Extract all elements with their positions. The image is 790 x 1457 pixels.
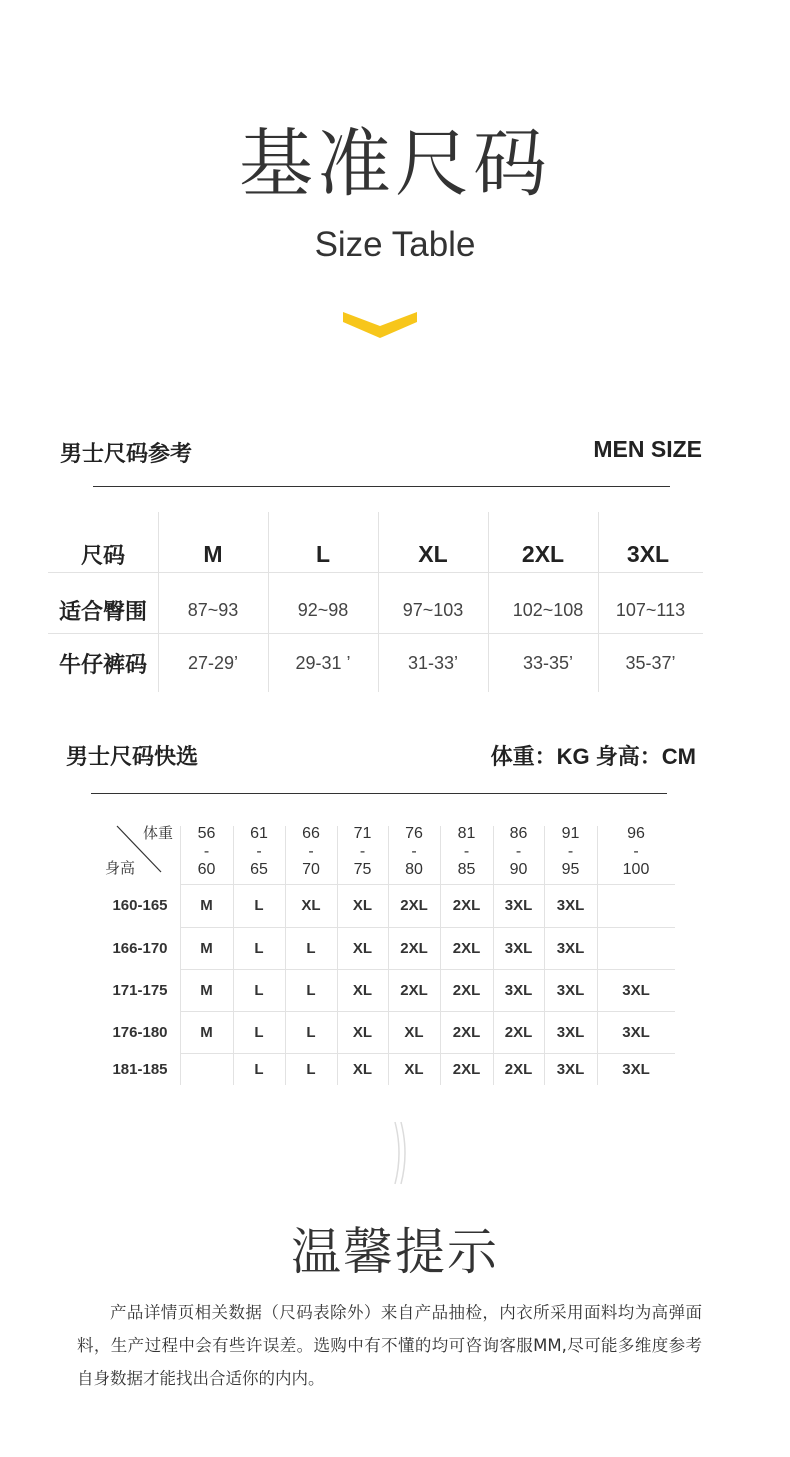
size-cell: 3XL bbox=[622, 1023, 650, 1041]
size-cell: 3XL bbox=[504, 981, 533, 999]
size-cell: 2XL bbox=[452, 897, 481, 914]
size-cell: 2XL bbox=[452, 981, 481, 999]
weight-header-bottom: 85 bbox=[457, 861, 476, 878]
men-size-title: 男士尺码参考 bbox=[60, 442, 193, 467]
table-cell: 29-31 ’ bbox=[295, 652, 351, 673]
weight-header-sep: - bbox=[463, 843, 470, 860]
size-cell: 3XL bbox=[622, 1060, 650, 1078]
size-cell: L bbox=[306, 1023, 316, 1041]
weight-header bbox=[388, 820, 440, 884]
size-cell bbox=[597, 884, 675, 927]
weight-header bbox=[337, 820, 388, 884]
weight-header-top: 81 bbox=[457, 825, 476, 842]
size-cell: 2XL bbox=[452, 1060, 481, 1078]
size-cell: 3XL bbox=[504, 897, 533, 914]
tips-title: 温馨提示 bbox=[291, 1223, 499, 1281]
size-cell bbox=[180, 1053, 233, 1085]
weight-header-bottom: 95 bbox=[561, 861, 580, 878]
weight-header-bottom: 80 bbox=[405, 861, 423, 878]
size-cell: 2XL bbox=[400, 897, 428, 914]
size-cell: XL bbox=[352, 981, 373, 999]
size-header: 3XL bbox=[626, 540, 670, 567]
size-cell: L bbox=[254, 981, 264, 999]
row-label-jeans: 牛仔裤码 bbox=[58, 652, 147, 678]
weight-header-bottom: 90 bbox=[509, 861, 528, 878]
weight-header-sep: - bbox=[567, 843, 574, 860]
table-cell: 87~93 bbox=[187, 599, 239, 620]
size-header: XL bbox=[418, 540, 448, 567]
quote-mark-icon bbox=[393, 1120, 413, 1186]
weight-header-bottom: 60 bbox=[197, 861, 216, 878]
size-cell: M bbox=[200, 981, 213, 999]
weight-header bbox=[440, 820, 493, 884]
size-cell: 2XL bbox=[504, 1023, 533, 1041]
size-cell: XL bbox=[301, 897, 321, 914]
size-cell: L bbox=[306, 981, 316, 999]
weight-header-top: 76 bbox=[405, 825, 423, 842]
weight-header-top: 56 bbox=[197, 825, 216, 842]
table-cell: 27-29’ bbox=[187, 652, 239, 673]
weight-header-top: 66 bbox=[302, 825, 320, 842]
size-header: 2XL bbox=[521, 540, 565, 567]
weight-header-sep: - bbox=[256, 843, 262, 860]
height-label: 176-180 bbox=[112, 1023, 168, 1041]
quick-title: 男士尺码快选 bbox=[66, 745, 199, 770]
size-cell: L bbox=[254, 1023, 264, 1041]
size-cell: XL bbox=[352, 1023, 373, 1041]
size-cell: M bbox=[200, 897, 213, 914]
size-cell: 3XL bbox=[504, 939, 533, 957]
weight-header bbox=[493, 820, 544, 884]
height-label: 181-185 bbox=[112, 1060, 168, 1078]
weight-header-top: 91 bbox=[561, 825, 580, 842]
weight-header bbox=[597, 820, 675, 884]
size-cell: 2XL bbox=[452, 939, 481, 957]
size-cell: L bbox=[254, 1060, 264, 1078]
weight-header-top: 61 bbox=[250, 825, 268, 842]
weight-header-sep: - bbox=[203, 843, 210, 860]
table-cell: 107~113 bbox=[615, 599, 686, 620]
men-size-title-en: MEN SIZE bbox=[593, 436, 702, 462]
corner-height-label: 身高 bbox=[105, 859, 136, 877]
weight-header-top: 71 bbox=[353, 825, 372, 842]
height-label: 160-165 bbox=[112, 897, 168, 914]
table-cell: 33-35’ bbox=[522, 652, 574, 673]
size-header: M bbox=[203, 540, 223, 567]
page-title: 基准尺码 bbox=[239, 121, 551, 207]
size-cell: L bbox=[306, 939, 316, 957]
size-cell: M bbox=[200, 1023, 213, 1041]
size-cell: XL bbox=[404, 1060, 424, 1078]
page-subtitle: Size Table bbox=[314, 225, 476, 264]
size-cell: 2XL bbox=[400, 939, 428, 957]
size-cell: L bbox=[306, 1060, 316, 1078]
table-cell: 97~103 bbox=[402, 599, 464, 620]
weight-header-sep: - bbox=[308, 843, 314, 860]
size-cell: XL bbox=[404, 1023, 424, 1041]
size-cell: 3XL bbox=[556, 897, 585, 914]
table-cell: 92~98 bbox=[297, 599, 349, 620]
weight-header bbox=[180, 820, 233, 884]
row-label-hip: 适合臀围 bbox=[58, 599, 147, 625]
size-cell: 2XL bbox=[400, 981, 428, 999]
table-cell: 31-33’ bbox=[407, 652, 459, 673]
size-cell: 3XL bbox=[556, 939, 585, 957]
weight-header bbox=[544, 820, 597, 884]
weight-header-sep: - bbox=[633, 843, 639, 860]
size-cell: L bbox=[254, 939, 264, 957]
weight-header-sep: - bbox=[359, 843, 366, 860]
size-header: L bbox=[315, 540, 331, 567]
size-cell: XL bbox=[352, 1060, 373, 1078]
size-cell: 3XL bbox=[556, 1060, 585, 1078]
size-cell: 3XL bbox=[622, 981, 650, 999]
table-cell: 35-37’ bbox=[625, 652, 676, 673]
weight-header bbox=[233, 820, 285, 884]
weight-header-bottom: 75 bbox=[353, 861, 372, 878]
weight-header-top: 86 bbox=[509, 825, 528, 842]
size-cell bbox=[597, 927, 675, 969]
weight-header-top: 96 bbox=[627, 825, 645, 842]
weight-header-sep: - bbox=[515, 843, 522, 860]
height-label: 171-175 bbox=[112, 981, 168, 999]
weight-header-sep: - bbox=[411, 843, 417, 860]
size-cell: 2XL bbox=[452, 1023, 481, 1041]
corner-weight-label: 体重 bbox=[143, 824, 174, 842]
table-cell: 102~108 bbox=[512, 599, 584, 620]
tips-text: 产品详情页相关数据（尺码表除外）来自产品抽检，内衣所采用面料均为高弹面料，生产过程中会有些许误差。选购中有不懂的均可咨询客服MM,尽可能多维度参考自身数据才能找出合适你的内内。 bbox=[77, 1303, 702, 1388]
weight-header-bottom: 70 bbox=[302, 861, 320, 878]
weight-header bbox=[285, 820, 337, 884]
size-cell: XL bbox=[352, 939, 373, 957]
weight-header-bottom: 65 bbox=[250, 861, 268, 878]
size-cell: L bbox=[254, 897, 264, 914]
size-cell: XL bbox=[352, 897, 373, 914]
weight-header-bottom: 100 bbox=[622, 861, 650, 878]
size-cell: 3XL bbox=[556, 981, 585, 999]
size-cell: 3XL bbox=[556, 1023, 585, 1041]
size-cell: M bbox=[200, 939, 213, 957]
height-label: 166-170 bbox=[112, 939, 168, 957]
size-cell: 2XL bbox=[504, 1060, 533, 1078]
corner-label: 尺码 bbox=[80, 543, 125, 569]
quick-units: 体重：KG 身高：CM bbox=[490, 744, 696, 769]
